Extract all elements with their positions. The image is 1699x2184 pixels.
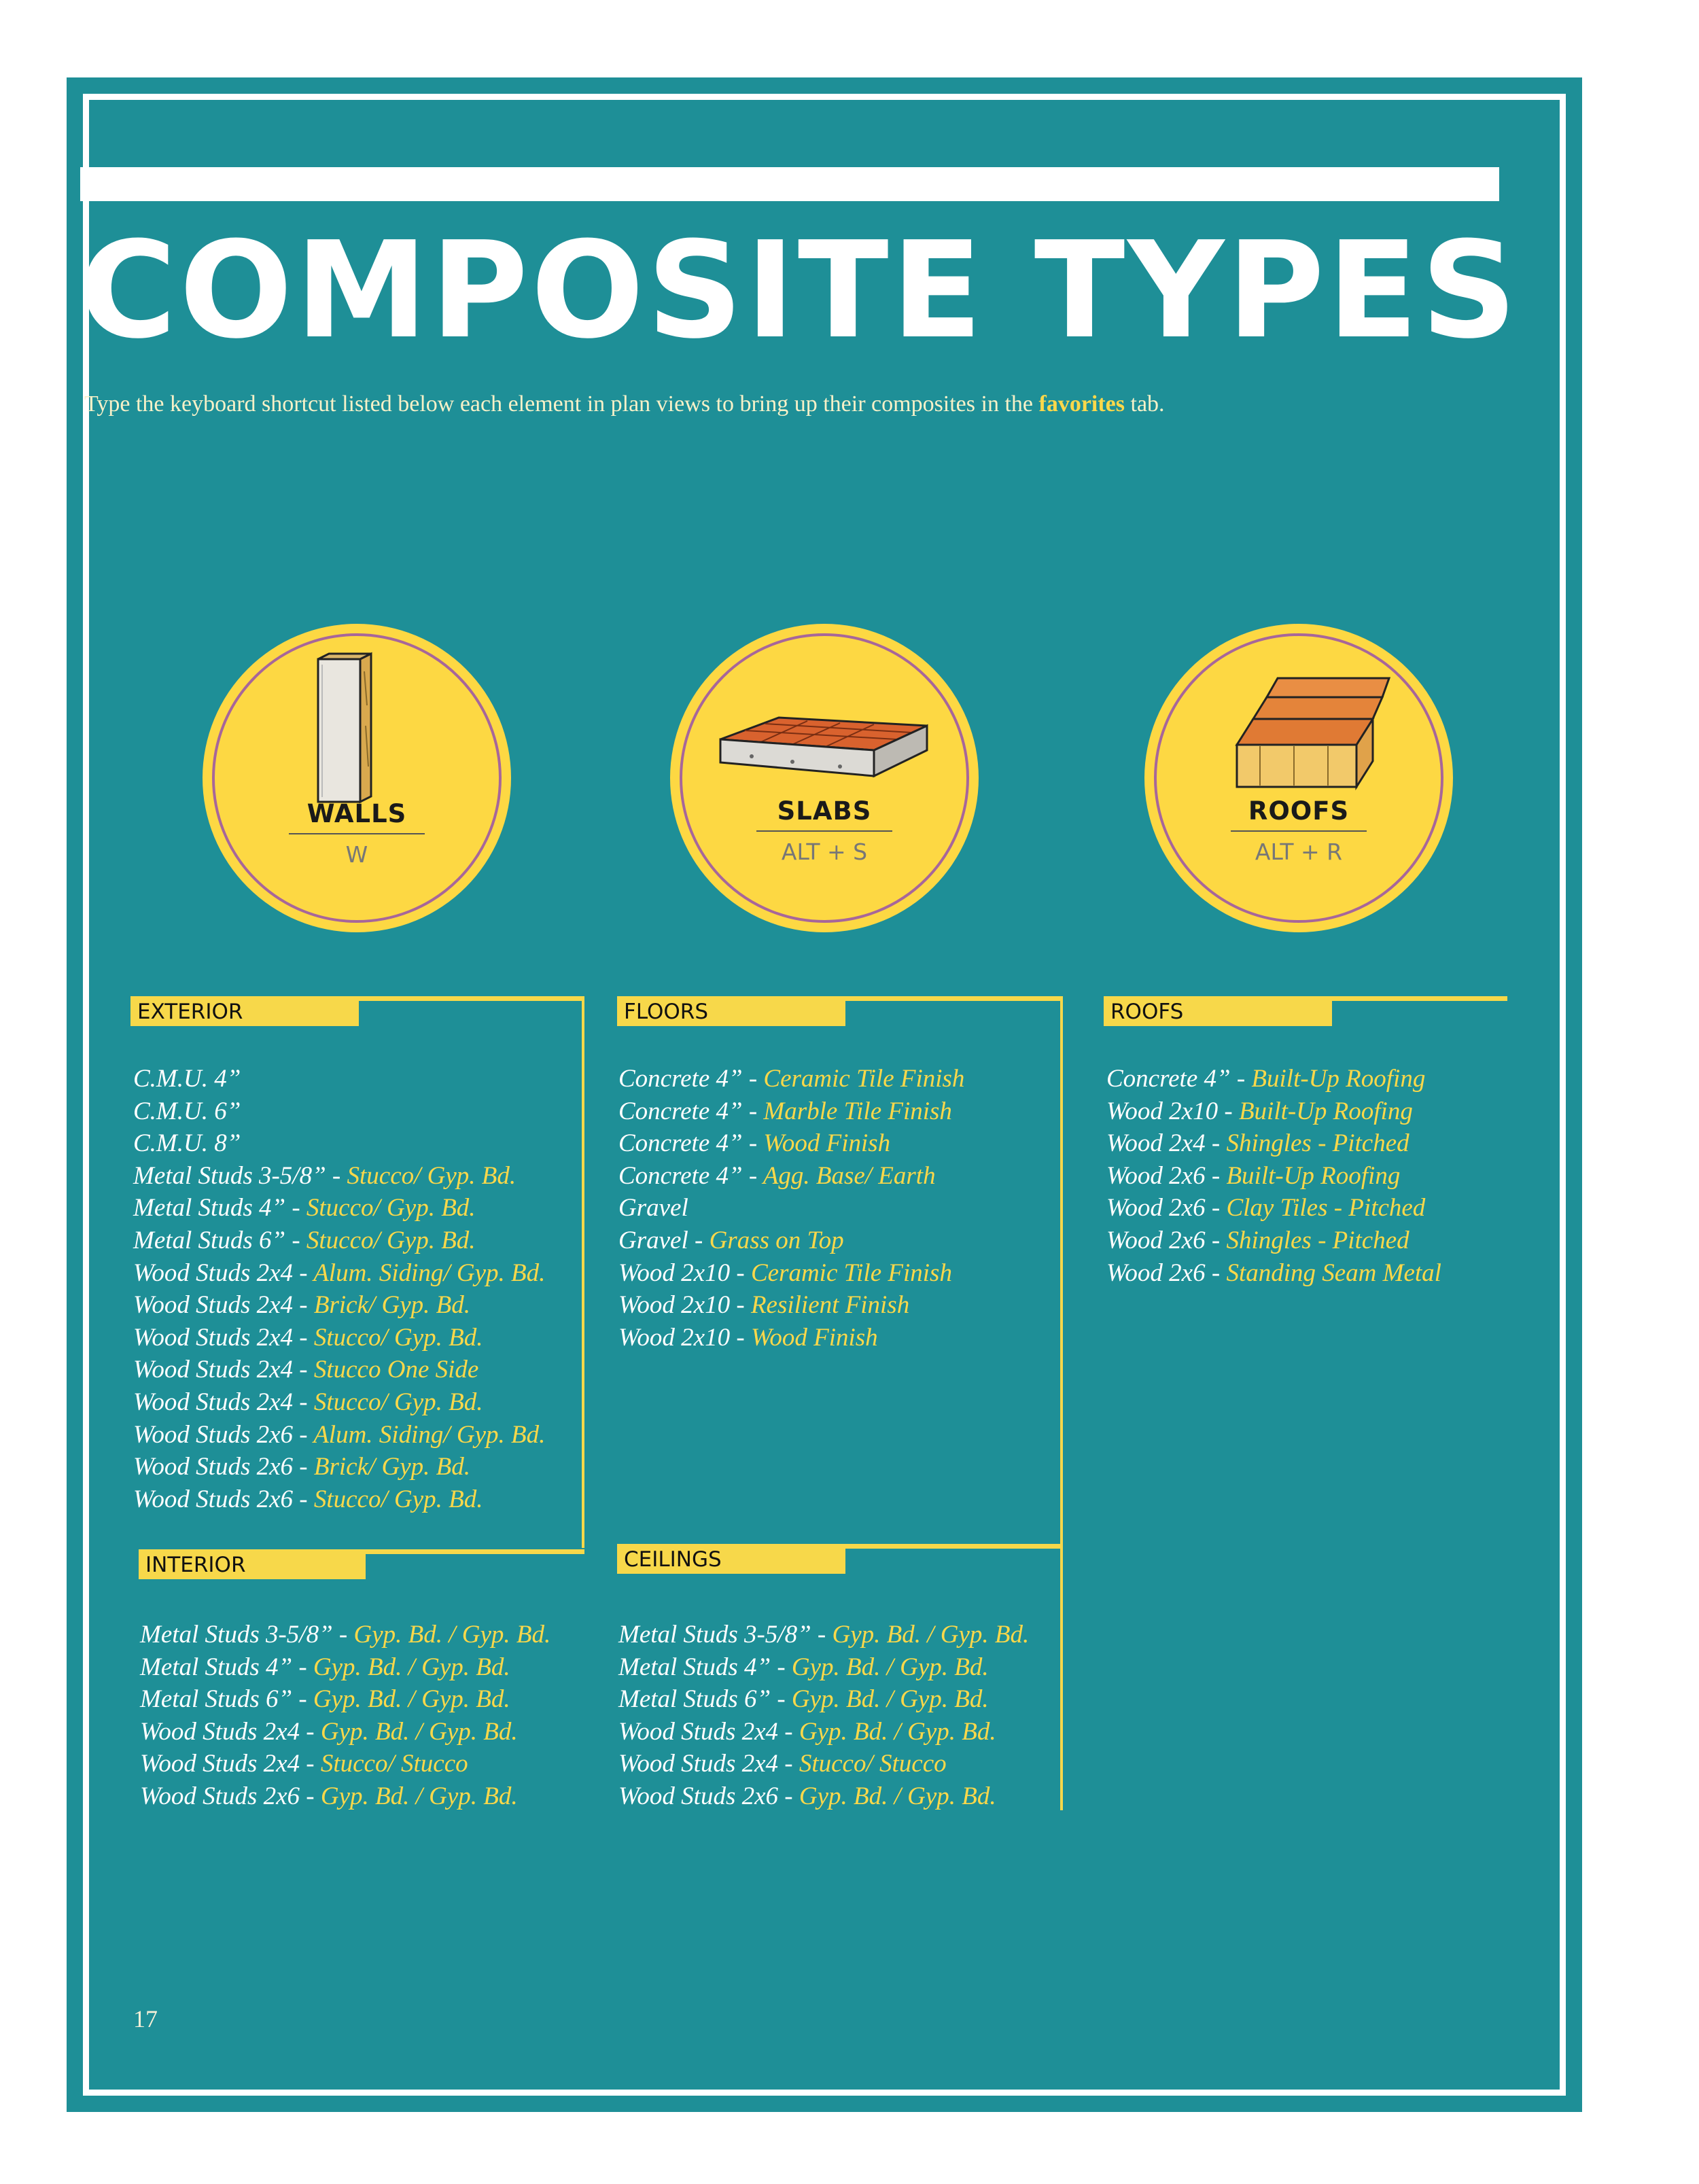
composite-item [140,1780,550,1813]
composite-separator: - [742,1097,764,1125]
badge-label: ROOFS [1248,796,1350,826]
composite-finish: Ceramic Tile Finish [750,1258,952,1287]
composite-base: Wood Studs 2x4 [618,1717,779,1746]
composite-finish: Shingles - Pitched [1226,1129,1409,1158]
composite-item [618,1651,1029,1684]
badge-divider [289,833,425,834]
composite-finish: Resilient Finish [750,1291,910,1320]
badge-walls[interactable] [203,624,511,932]
composite-separator: - [285,1194,306,1222]
composite-separator: - [742,1129,764,1158]
composite-item [1106,1095,1441,1128]
composite-item [618,1289,964,1322]
composite-item [618,1716,1029,1748]
composite-item [133,1095,545,1128]
badge-label: WALLS [306,799,407,828]
badge-shortcut: ALT + R [1255,839,1343,865]
composite-separator: - [293,1291,314,1320]
composite-base: Wood 2x6 [1106,1194,1206,1222]
composite-finish: Gyp. Bd. / Gyp. Bd. [313,1685,510,1714]
composite-separator: - [293,1420,314,1449]
composite-base: C.M.U. 8” [133,1129,241,1158]
composite-base: Wood Studs 2x6 [133,1453,294,1481]
composite-item [133,1127,545,1160]
composite-finish: Agg. Base/ Earth [763,1161,936,1190]
composite-item [133,1322,545,1354]
composite-finish: Stucco/ Stucco [320,1750,468,1778]
composite-base: Wood Studs 2x6 [140,1782,300,1810]
intro-after: tab. [1125,391,1165,417]
composite-base: Metal Studs 3-5/8” [140,1621,333,1649]
composite-base: Metal Studs 4” [140,1653,293,1681]
intro-before: Type the keyboard shortcut listed below each element in plan views to bring up their composites in the [84,391,1039,417]
composite-base: Concrete 4” [1106,1065,1231,1093]
composite-item [1106,1127,1441,1160]
section-heading: FLOORS [617,996,845,1026]
composite-separator: - [771,1653,792,1681]
composite-item [618,1095,964,1128]
section-heading: ROOFS [1104,996,1332,1026]
composite-separator: - [1205,1161,1227,1190]
list-floors [618,1063,964,1354]
composite-item [1106,1257,1441,1290]
composite-separator: - [1205,1129,1227,1158]
composite-base: Metal Studs 6” [618,1685,771,1714]
list-roofs [1106,1063,1441,1289]
badge-shortcut: W [345,841,368,868]
composite-item [133,1483,545,1516]
composite-separator: - [293,1485,314,1513]
composite-finish: Gyp. Bd. / Gyp. Bd. [791,1685,989,1714]
composite-finish: Gyp. Bd. / Gyp. Bd. [799,1717,996,1746]
composite-separator: - [811,1621,833,1649]
composite-finish: Grass on Top [709,1226,844,1254]
composite-base: Wood Studs 2x4 [133,1388,294,1416]
composite-base: Wood 2x10 [1106,1097,1219,1125]
composite-item [1106,1192,1441,1225]
composite-finish: Shingles - Pitched [1226,1226,1409,1254]
composite-finish: Marble Tile Finish [763,1097,952,1125]
composite-base: Wood Studs 2x6 [133,1420,294,1449]
composite-finish: Wood Finish [763,1129,891,1158]
composite-base: C.M.U. 4” [133,1065,241,1093]
section-divider [1060,996,1063,1810]
composite-finish: Gyp. Bd. / Gyp. Bd. [832,1621,1030,1649]
composite-separator: - [332,1621,354,1649]
composite-finish: Brick/ Gyp. Bd. [313,1291,471,1320]
composite-separator: - [1218,1097,1239,1125]
composite-separator: - [293,1453,314,1481]
composite-separator: - [293,1323,314,1352]
composite-separator: - [730,1291,751,1320]
badge-divider [756,830,892,832]
composite-separator: - [778,1717,799,1746]
composite-base: Wood Studs 2x4 [133,1323,294,1352]
composite-item [140,1716,550,1748]
composite-item [618,1127,964,1160]
composite-base: Metal Studs 3-5/8” [133,1161,326,1190]
composite-finish: Stucco/ Gyp. Bd. [306,1194,476,1222]
composite-base: Wood Studs 2x4 [133,1291,294,1320]
composite-item [133,1289,545,1322]
composite-finish: Gyp. Bd. / Gyp. Bd. [320,1717,518,1746]
composite-separator: - [326,1161,347,1190]
composite-finish: Stucco/ Gyp. Bd. [313,1323,483,1352]
composite-item [618,1322,964,1354]
intro-highlight: favorites [1038,391,1125,417]
composite-finish: Stucco/ Gyp. Bd. [347,1161,516,1190]
composite-base: Wood 2x6 [1106,1226,1206,1254]
badge-divider [1231,830,1367,832]
composite-item [1106,1225,1441,1257]
composite-separator: - [778,1750,799,1778]
badge-roofs[interactable] [1144,624,1453,932]
composite-base: Metal Studs 3-5/8” [618,1621,811,1649]
composite-item [618,1063,964,1095]
composite-finish: Built-Up Roofing [1226,1161,1401,1190]
composite-item [133,1386,545,1419]
composite-separator: - [1205,1194,1227,1222]
composite-base: Wood Studs 2x4 [133,1356,294,1384]
composite-item [133,1354,545,1386]
composite-item [618,1225,964,1257]
composite-finish: Stucco/ Gyp. Bd. [313,1485,483,1513]
composite-base: Wood Studs 2x6 [618,1782,779,1810]
composite-base: Concrete 4” [618,1129,743,1158]
composite-base: Wood 2x6 [1106,1258,1206,1287]
intro-text [84,391,1165,417]
composite-finish: Built-Up Roofing [1251,1065,1426,1093]
composite-base: Metal Studs 4” [133,1194,286,1222]
section-heading: CEILINGS [617,1544,845,1574]
composite-item [140,1683,550,1716]
list-interior [140,1619,550,1813]
composite-base: Wood 2x10 [618,1323,731,1352]
composite-separator: - [300,1782,321,1810]
composite-item [133,1192,545,1225]
composite-separator: - [293,1388,314,1416]
page-title: COMPOSITE TYPES [79,213,1520,368]
composite-finish: Stucco/ Gyp. Bd. [313,1388,483,1416]
composite-separator: - [771,1685,792,1714]
composite-separator: - [1205,1258,1227,1287]
composite-finish: Ceramic Tile Finish [763,1065,965,1093]
composite-item [133,1257,545,1290]
composite-finish: Stucco/ Stucco [799,1750,947,1778]
title-bar-rule [80,167,1499,201]
composite-finish: Standing Seam Metal [1226,1258,1441,1287]
composite-base: Metal Studs 6” [140,1685,293,1714]
composite-item [140,1748,550,1780]
composite-separator: - [730,1258,751,1287]
composite-base: Wood Studs 2x4 [140,1750,300,1778]
composite-item [133,1063,545,1095]
composite-item [133,1160,545,1193]
composite-finish: Wood Finish [750,1323,878,1352]
composite-separator: - [300,1717,321,1746]
composite-item [618,1683,1029,1716]
composite-separator: - [293,1258,314,1287]
composite-item [133,1451,545,1483]
composite-finish: Stucco One Side [313,1356,479,1384]
composite-base: Metal Studs 6” [133,1226,286,1254]
composite-item [140,1619,550,1651]
composite-item [618,1619,1029,1651]
composite-base: Wood Studs 2x4 [133,1258,294,1287]
composite-finish: Alum. Siding/ Gyp. Bd. [313,1420,546,1449]
composite-separator: - [742,1161,763,1190]
composite-separator: - [300,1750,321,1778]
composite-base: Wood Studs 2x6 [133,1485,294,1513]
composite-item [618,1748,1029,1780]
composite-item [618,1780,1029,1813]
composite-base: Gravel [618,1194,688,1222]
composite-finish: Gyp. Bd. / Gyp. Bd. [320,1782,518,1810]
composite-finish: Stucco/ Gyp. Bd. [306,1226,476,1254]
section-heading: INTERIOR [139,1549,366,1579]
composite-finish: Gyp. Bd. / Gyp. Bd. [799,1782,996,1810]
composite-base: Concrete 4” [618,1161,743,1190]
composite-base: Metal Studs 4” [618,1653,771,1681]
composite-separator: - [778,1782,799,1810]
composite-finish: Gyp. Bd. / Gyp. Bd. [313,1653,510,1681]
composite-separator: - [292,1653,313,1681]
composite-item [618,1192,964,1225]
wall-section-icon [203,624,511,932]
composite-separator: - [742,1065,764,1093]
composite-finish: Alum. Siding/ Gyp. Bd. [313,1258,546,1287]
roof-section-icon [1144,624,1453,932]
page-number: 17 [133,2005,158,2032]
badge-slabs[interactable] [670,624,979,932]
slab-section-icon [670,624,979,932]
composite-item [618,1257,964,1290]
composite-finish: Gyp. Bd. / Gyp. Bd. [791,1653,989,1681]
composite-base: Concrete 4” [618,1097,743,1125]
composite-base: Wood Studs 2x4 [618,1750,779,1778]
badge-label: SLABS [777,796,872,826]
composite-base: Concrete 4” [618,1065,743,1093]
composite-separator: - [292,1685,313,1714]
composite-separator: - [1205,1226,1227,1254]
section-heading: EXTERIOR [130,996,359,1026]
composite-finish: Gyp. Bd. / Gyp. Bd. [353,1621,551,1649]
composite-separator: - [1230,1065,1252,1093]
composite-item [1106,1063,1441,1095]
list-ceilings [618,1619,1029,1813]
list-exterior [133,1063,545,1515]
composite-base: Gravel [618,1226,688,1254]
composite-item [133,1419,545,1451]
composite-separator: - [293,1356,314,1384]
composite-item [1106,1160,1441,1193]
composite-finish: Clay Tiles - Pitched [1226,1194,1426,1222]
composite-base: C.M.U. 6” [133,1097,241,1125]
composite-finish: Built-Up Roofing [1238,1097,1413,1125]
composite-item [618,1160,964,1193]
composite-base: Wood 2x10 [618,1258,731,1287]
composite-base: Wood 2x6 [1106,1161,1206,1190]
composite-separator: - [285,1226,306,1254]
composite-base: Wood 2x10 [618,1291,731,1320]
composite-finish: Brick/ Gyp. Bd. [313,1453,471,1481]
composite-base: Wood 2x4 [1106,1129,1206,1158]
composite-separator: - [730,1323,751,1352]
section-divider [582,996,584,1548]
composite-item [140,1651,550,1684]
badge-shortcut: ALT + S [781,839,868,865]
composite-base: Wood Studs 2x4 [140,1717,300,1746]
composite-item [133,1225,545,1257]
composite-separator: - [688,1226,710,1254]
